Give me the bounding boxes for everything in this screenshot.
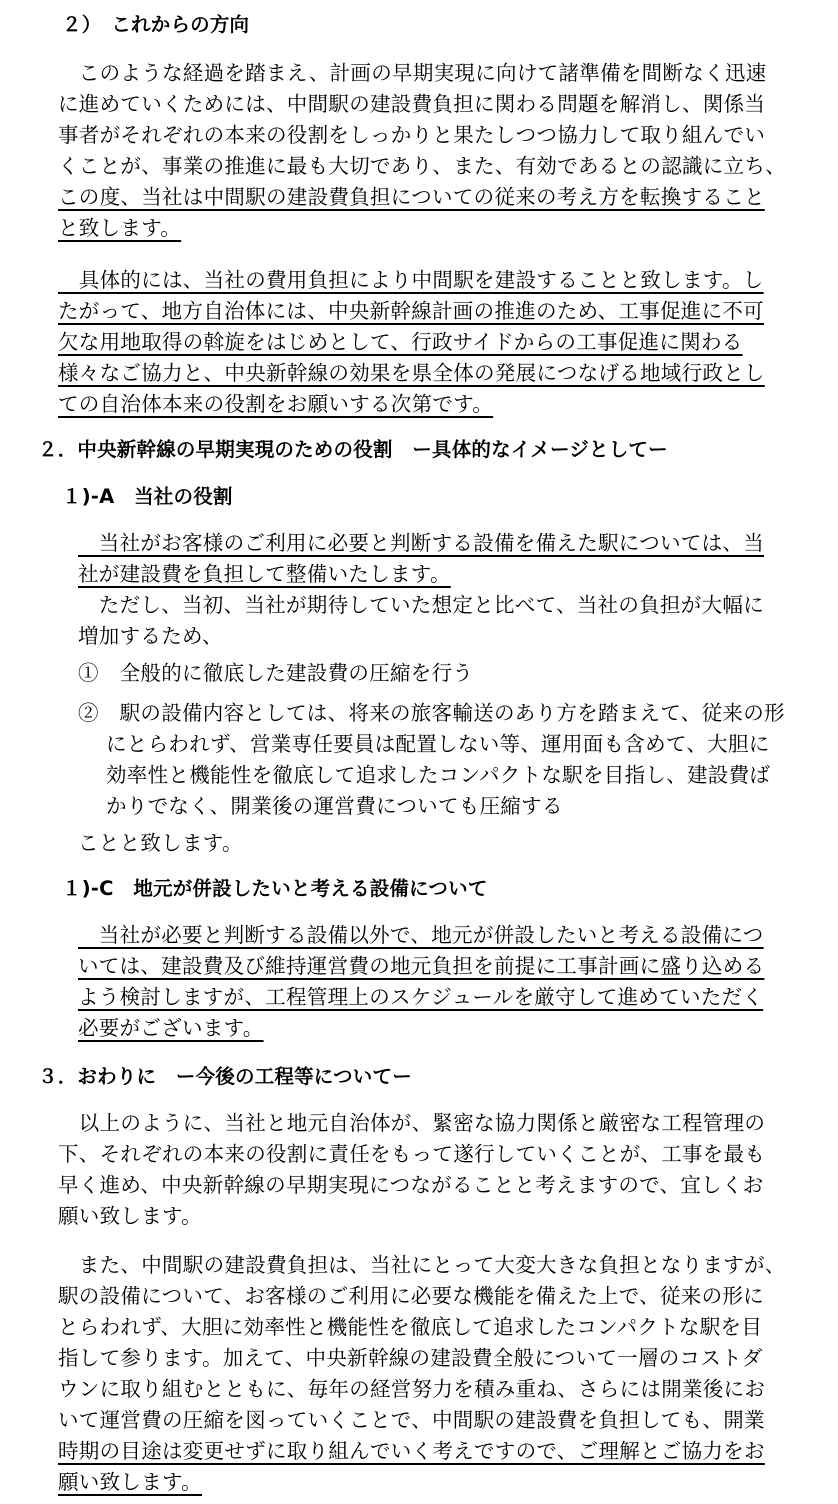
paragraph-line: いて運営費の圧縮を図っていくことで、中間駅の建設費を負担しても、開業 xyxy=(58,1408,765,1432)
paragraph-line: また、中間駅の建設費負担は、当社にとって大変大きな負担となりますが、 xyxy=(58,1253,786,1277)
subsection-heading-future-direction: ２） これからの方向 xyxy=(62,13,250,36)
underlined-line: 願い致します。 xyxy=(58,1470,202,1494)
underlined-line: よう検討しますが、工程管理上のスケジュールを厳守して進めていただく xyxy=(78,985,764,1009)
paragraph-line: ウンに取り組むとともに、毎年の経営努力を積み重ね、さらには開業後にお xyxy=(58,1377,766,1401)
subsection-heading-local-facilities: １)-C 地元が併設したいと考える設備について xyxy=(62,877,488,900)
list-item-line: 効率性と機能性を徹底して追求したコンパクトな駅を目指し、建設費ば xyxy=(106,763,771,787)
paragraph-line: 増加するため、 xyxy=(78,624,223,648)
list-item-line: かりでなく、開業後の運営費についても圧縮する xyxy=(106,794,563,818)
closing-line: ことと致します。 xyxy=(78,831,243,855)
list-item-1: ① 全般的に徹底した建設費の圧縮を行う xyxy=(78,661,474,685)
paragraph-line: 早く進め、中央新幹線の早期実現につながることと考えますので、宜しくお xyxy=(58,1173,764,1197)
paragraph-line: 下、それぞれの本来の役割に責任をもって遂行していくことが、工事を最も xyxy=(58,1142,766,1166)
underlined-line: 当社がお客様のご利用に必要と判断する設備を備えた駅については、当 xyxy=(78,531,764,555)
underlined-line: 様々なご協力と、中央新幹線の効果を県全体の発展につなげる地域行政とし xyxy=(58,361,765,385)
underlined-line: 当社が必要と判断する設備以外で、地元が併設したいと考える設備につ xyxy=(78,923,764,947)
underlined-line: たがって、地方自治体には、中央新幹線計画の推進のため、工事促進に不可 xyxy=(58,299,764,323)
underlined-line: この度、当社は中間駅の建設費負担についての従来の考え方を転換すること xyxy=(58,185,765,209)
section-heading-roles: ２．中央新幹線の早期実現のための役割 ー具体的なイメージとしてー xyxy=(38,438,668,461)
paragraph-line: 願い致します。 xyxy=(58,1204,202,1228)
underlined-line: 時期の目途は変更せずに取り組んでいく考えですので、ご理解とご協力をお xyxy=(58,1439,765,1463)
paragraph-line: このような経過を踏まえ、計画の早期実現に向けて諸準備を間断なく迅速 xyxy=(58,61,767,85)
paragraph-line: 以上のように、当社と地元自治体が、緊密な協力関係と厳密な工程管理の xyxy=(58,1111,766,1135)
paragraph-line: くことが、事業の推進に最も大切であり、また、有効であるとの認識に立ち、 xyxy=(58,154,786,178)
list-item-line: にとらわれず、営業専任要員は配置しない等、運用面も含めて、大胆に xyxy=(106,732,770,756)
underlined-line: 社が建設費を負担して整備いたします。 xyxy=(78,562,451,586)
underlined-line: 欠な用地取得の斡旋をはじめとして、行政サイドからの工事促進に関わる xyxy=(58,330,743,354)
paragraph-line: とらわれず、大胆に効率性と機能性を徹底して追求したコンパクトな駅を目 xyxy=(58,1315,763,1339)
paragraph-line: 駅の設備について、お客様のご利用に必要な機能を備えた上で、従来の形に xyxy=(58,1284,764,1308)
paragraph-line: 事者がそれぞれの本来の役割をしっかりと果たしつつ協力して取り組んでい xyxy=(58,123,766,147)
underlined-line: と致します。 xyxy=(58,216,182,240)
section-heading-conclusion: ３．おわりに ー今後の工程等についてー xyxy=(38,1065,412,1088)
subsection-heading-company-role: １)-A 当社の役割 xyxy=(62,485,233,508)
list-item-line: ② 駅の設備内容としては、将来の旅客輸送のあり方を踏まえて、従来の形 xyxy=(78,701,785,725)
underlined-line: いては、建設費及び維持運営費の地元負担を前提に工事計画に盛り込める xyxy=(78,954,765,978)
paragraph-line: ただし、当初、当社が期待していた想定と比べて、当社の負担が大幅に xyxy=(78,593,764,617)
underlined-line: 必要がございます。 xyxy=(78,1016,264,1040)
underlined-line: 具体的には、当社の費用負担により中間駅を建設することと致します。し xyxy=(58,268,764,292)
paragraph-line: 指して参ります。加えて、中央新幹線の建設費全般について一層のコストダ xyxy=(58,1346,763,1370)
paragraph-line: に進めていくためには、中間駅の建設費負担に関わる問題を解消し、関係当 xyxy=(58,92,766,116)
underlined-line: ての自治体本来の役割をお願いする次第です。 xyxy=(58,392,494,416)
